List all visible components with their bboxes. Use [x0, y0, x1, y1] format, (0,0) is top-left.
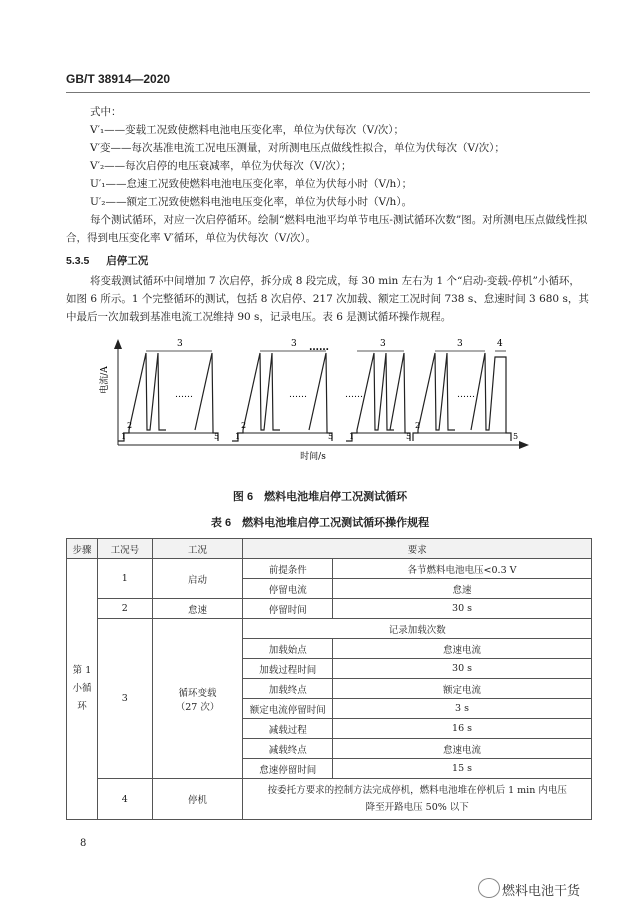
row3-key-7: 怠速停留时间	[243, 759, 333, 779]
label-2-block-4: 2	[415, 421, 421, 430]
section-body: 将变载测试循环中间增加 7 次启停，拆分成 8 段完成，每 30 min 左右为 1 个“启动-变载-停机”小循环，如图 6 所示。1 个完整循环的测试，包括 8 次启停、217 次加载、额定工况时间 738 s、怠速时间 3 680 s，其中最后一次加载到基准电流工况维持 90 s，记录电压。表 6 是测试循环操作规程。	[66, 275, 589, 323]
label-5-block-4: 5	[513, 432, 519, 441]
table-row	[67, 559, 592, 579]
standard-number: GB/T 38914—2020	[66, 72, 171, 86]
procedure-table	[66, 538, 592, 820]
row3-val-2: 30 s	[333, 659, 592, 679]
row2-key-1: 停留时间	[243, 599, 333, 619]
row4-cond: 停机	[152, 779, 243, 820]
table-row	[67, 619, 592, 639]
row3-cond-count: （27 次）	[175, 701, 220, 713]
row3-key-6: 减载终点	[243, 739, 333, 759]
label-2-block-1: 2	[127, 421, 133, 430]
label-5-block-1: 5	[214, 432, 220, 441]
header-rule	[66, 92, 590, 93]
ellipsis-2: ……	[289, 390, 307, 400]
label-2-block-2: 2	[241, 421, 247, 430]
header-cond: 工况	[152, 539, 243, 559]
cycle-block-3	[345, 339, 411, 441]
watermark: 燃料电池干货	[502, 883, 581, 898]
row3-key-5: 减载过程	[243, 719, 333, 739]
big-ellipsis: ……	[309, 342, 329, 353]
cycle-block-1	[118, 339, 219, 441]
row3-key-2: 加载过程时间	[243, 659, 333, 679]
cycle-figure	[95, 335, 540, 465]
figure-caption: 图 6 燃料电池堆启停工况测试循环	[232, 491, 408, 503]
label-5-block-3: 5	[406, 432, 412, 441]
row3-key-4: 额定电流停留时间	[243, 699, 333, 719]
row3-cond-name: 循环变载	[178, 687, 217, 699]
row1-val-1: 各节燃料电池电压<0.3 V	[333, 559, 592, 579]
table-header-row	[67, 539, 592, 559]
label-3-block-4: 3	[457, 339, 463, 349]
table-caption: 表 6 燃料电池堆启停工况测试循环操作规程	[210, 517, 430, 529]
ellipsis-4: ……	[457, 390, 475, 400]
row3-key-3: 加载终点	[243, 679, 333, 699]
label-1-block-2: 1	[235, 432, 241, 441]
ellipsis-1: ……	[175, 390, 193, 400]
x-axis-label: 时间/s	[300, 452, 326, 462]
row3-no: 3	[97, 619, 152, 779]
label-3-block-1: 3	[177, 339, 183, 349]
row3-val-5: 16 s	[333, 719, 592, 739]
row1-no: 1	[97, 559, 152, 599]
label-1-block-3: 1	[349, 432, 355, 441]
row2-no: 2	[97, 599, 152, 619]
label-3-block-3: 3	[380, 339, 386, 349]
section-number: 5.3.5	[66, 255, 90, 267]
wechat-logo-icon	[478, 878, 500, 898]
label-4: 4	[497, 339, 503, 349]
ellipsis-3: ……	[345, 390, 363, 400]
cycle-block-4	[413, 339, 518, 441]
label-1-block-1: 1	[121, 432, 127, 441]
x-axis-arrow	[519, 441, 529, 449]
formula-closing: 每个测试循环，对应一次启停循环。绘制“燃料电池平均单节电压-测试循环次数”图。对所测电压点做线性拟合，得到电压变化率 V′循环，单位为伏每次（V/次）。	[66, 214, 588, 244]
formula-line-4: U′₁——怠速工况致使燃料电池电压变化率，单位为伏每小时（V/h）；	[90, 178, 413, 190]
section-heading	[66, 253, 148, 268]
table-row	[67, 779, 592, 820]
row1-key-2: 停留电流	[243, 579, 333, 599]
formula-line-1: V′₁——变载工况致使燃料电池电压变化率，单位为伏每次（V/次）；	[90, 124, 405, 136]
y-axis-arrow	[114, 339, 122, 349]
row4-no: 4	[97, 779, 152, 820]
row3-val-1: 怠速电流	[333, 639, 592, 659]
row3-cond	[152, 619, 243, 779]
row4-text: 按委托方要求的控制方法完成停机，燃料电池堆在停机后 1 min 内电压降至开路电压 50% 以下	[243, 779, 592, 820]
label-5-block-2: 5	[328, 432, 334, 441]
row1-val-2: 怠速	[333, 579, 592, 599]
y-axis-label: 电流/A	[100, 366, 110, 394]
formula-line-3: V′₂——每次启停的电压衰减率，单位为伏每次（V/次）；	[90, 160, 352, 172]
row1-key-1: 前提条件	[243, 559, 333, 579]
formula-intro: 式中：	[90, 106, 122, 118]
row3-note: 记录加载次数	[243, 619, 592, 639]
label-3-block-2: 3	[291, 339, 297, 349]
row3-val-3: 额定电流	[333, 679, 592, 699]
row3-key-1: 加载始点	[243, 639, 333, 659]
table-row	[67, 599, 592, 619]
page-number: 8	[80, 838, 87, 849]
row2-cond: 怠速	[152, 599, 243, 619]
formula-line-2: V′变——每次基准电流工况电压测量，对所测电压点做线性拟合，单位为伏每次（V/次）；	[90, 142, 505, 154]
header-requirement: 要求	[243, 539, 592, 559]
header-step: 步骤	[67, 539, 98, 559]
row2-val-1: 30 s	[333, 599, 592, 619]
formula-line-5: U′₂——额定工况致使燃料电池电压变化率，单位为伏每小时（V/h）。	[90, 196, 413, 208]
row3-val-7: 15 s	[333, 759, 592, 779]
header-cond-no: 工况号	[97, 539, 152, 559]
cycle-block-2	[232, 339, 333, 441]
row1-cond: 启动	[152, 559, 243, 599]
section-title: 启停工况	[106, 255, 149, 267]
row3-val-6: 怠速电流	[333, 739, 592, 759]
row3-val-4: 3 s	[333, 699, 592, 719]
step-label: 第 1 小循环	[67, 559, 98, 820]
